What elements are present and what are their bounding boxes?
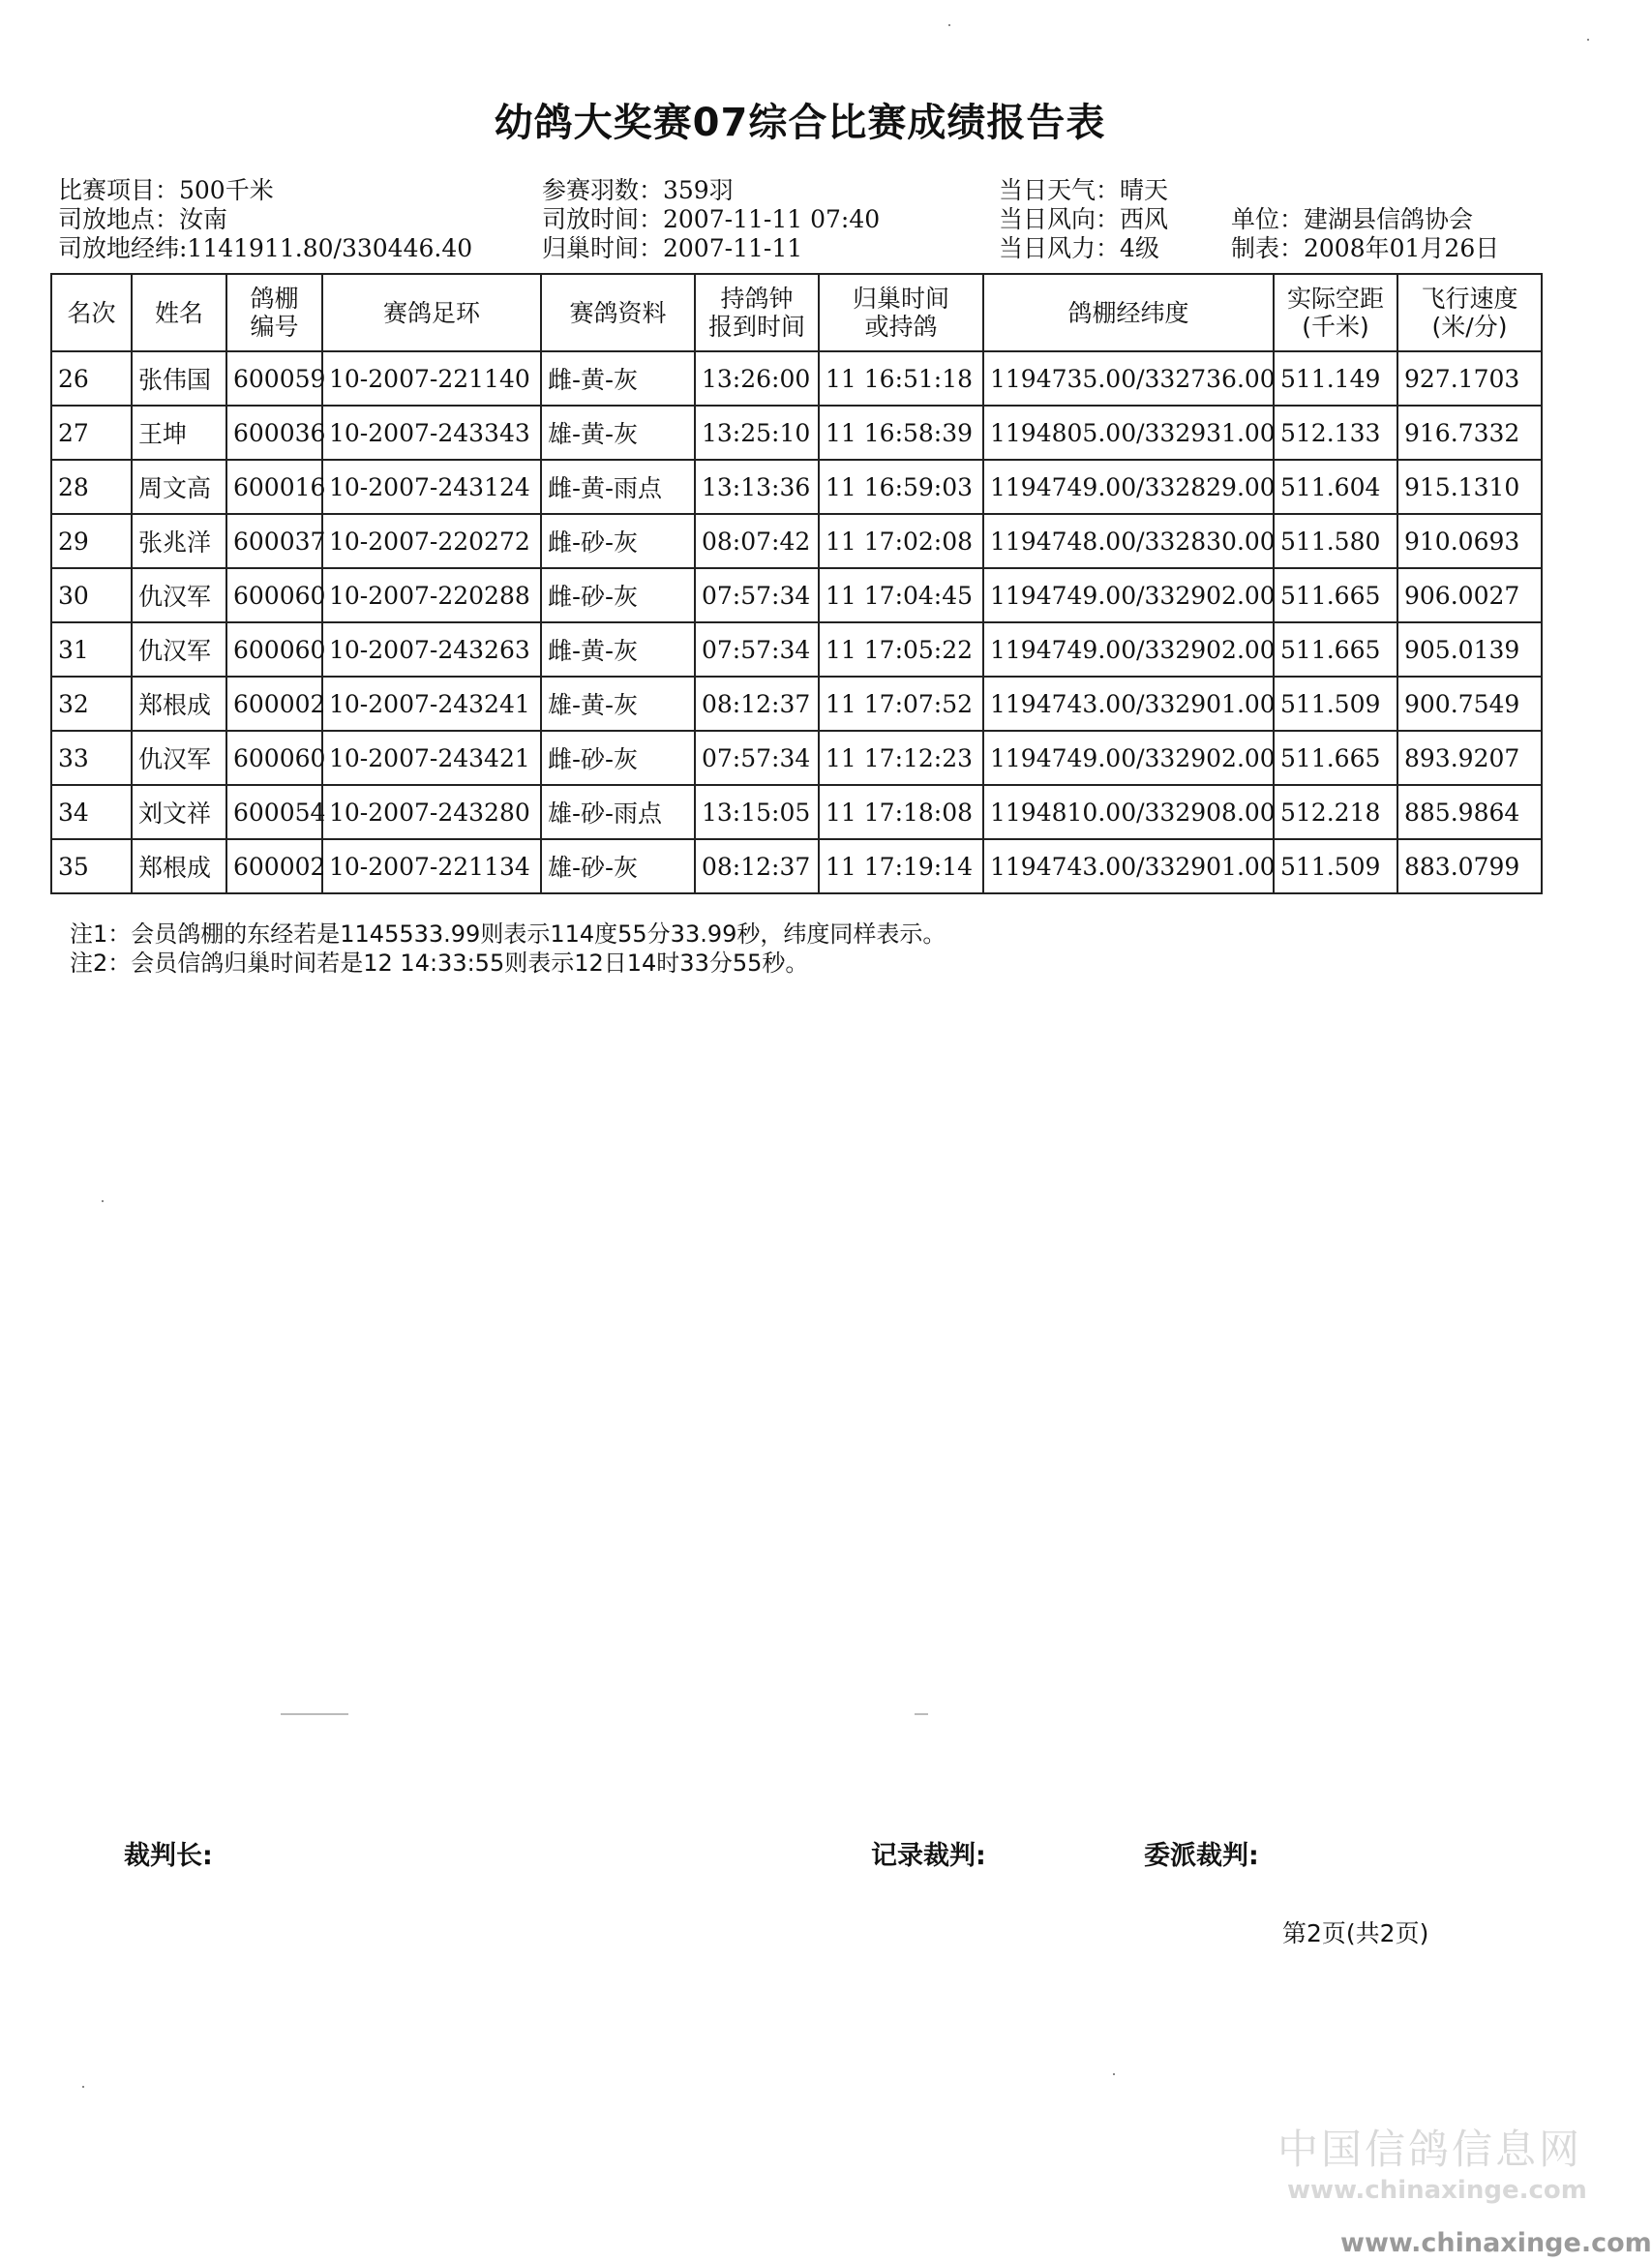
cell-rank: 35 bbox=[51, 839, 132, 893]
cell-rank: 32 bbox=[51, 677, 132, 731]
cell-ring: 10-2007-243124 bbox=[322, 460, 541, 514]
cell-rank: 28 bbox=[51, 460, 132, 514]
cell-loft-number: 600016 bbox=[226, 460, 322, 514]
page-number: 第2页(共2页) bbox=[1282, 1919, 1429, 1947]
cell-arrival: 11 16:58:39 bbox=[819, 406, 983, 460]
header-speed bbox=[1397, 274, 1542, 351]
header-clock-time-line1: 持鸽钟 bbox=[720, 285, 794, 313]
cell-name: 仇汉军 bbox=[132, 731, 226, 785]
scan-speck bbox=[1113, 2073, 1115, 2075]
cell-loft-coords: 1194743.00/332901.00 bbox=[983, 677, 1274, 731]
cell-name: 郑根成 bbox=[132, 677, 226, 731]
cell-pigeon-info: 雄-砂-灰 bbox=[541, 839, 695, 893]
cell-ring: 10-2007-243280 bbox=[322, 785, 541, 839]
scan-speck bbox=[82, 2086, 84, 2088]
header-distance bbox=[1274, 274, 1397, 351]
cell-pigeon-info: 雌-砂-灰 bbox=[541, 514, 695, 568]
cell-speed: 915.1310 bbox=[1397, 460, 1542, 514]
cell-clock-time: 08:07:42 bbox=[695, 514, 819, 568]
cell-ring: 10-2007-243343 bbox=[322, 406, 541, 460]
wind-direction-info: 当日风向：西风 bbox=[999, 205, 1169, 233]
header-clock-time-line2: 报到时间 bbox=[707, 313, 805, 341]
cell-distance: 511.665 bbox=[1274, 622, 1397, 677]
cell-pigeon-info: 雌-砂-灰 bbox=[541, 568, 695, 622]
cell-pigeon-info: 雌-砂-灰 bbox=[541, 731, 695, 785]
cell-loft-number: 600002 bbox=[226, 839, 322, 893]
cell-arrival: 11 17:19:14 bbox=[819, 839, 983, 893]
header-loft-number-line1: 鸽棚 bbox=[250, 285, 299, 313]
cell-distance: 512.133 bbox=[1274, 406, 1397, 460]
header-speed-line1: 飞行速度 bbox=[1421, 285, 1518, 313]
cell-ring: 10-2007-221140 bbox=[322, 351, 541, 406]
table-row bbox=[51, 839, 1542, 893]
table-row bbox=[51, 677, 1542, 731]
entries-info: 参赛羽数：359羽 bbox=[542, 176, 734, 204]
cell-rank: 33 bbox=[51, 731, 132, 785]
return-time-info: 归巢时间：2007-11-11 bbox=[542, 234, 803, 262]
cell-loft-number: 600036 bbox=[226, 406, 322, 460]
cell-loft-number: 600054 bbox=[226, 785, 322, 839]
cell-rank: 34 bbox=[51, 785, 132, 839]
scan-speck bbox=[1587, 39, 1589, 41]
cell-clock-time: 13:26:00 bbox=[695, 351, 819, 406]
header-rank: 名次 bbox=[51, 274, 132, 351]
cell-rank: 31 bbox=[51, 622, 132, 677]
cell-loft-coords: 1194749.00/332902.00 bbox=[983, 568, 1274, 622]
cell-speed: 916.7332 bbox=[1397, 406, 1542, 460]
header-loft-number bbox=[226, 274, 322, 351]
weather-info: 当日天气：晴天 bbox=[999, 176, 1169, 204]
cell-pigeon-info: 雄-砂-雨点 bbox=[541, 785, 695, 839]
note-1: 注1：会员鸽棚的东经若是1145533.99则表示114度55分33.99秒，纬度同样表示。 bbox=[70, 920, 946, 948]
report-title: 幼鸽大奖赛07综合比赛成绩报告表 bbox=[494, 101, 1106, 145]
watermark-url-bottom: www.chinaxinge.com bbox=[1340, 2228, 1652, 2258]
cell-loft-number: 600060 bbox=[226, 731, 322, 785]
cell-clock-time: 13:25:10 bbox=[695, 406, 819, 460]
cell-clock-time: 13:13:36 bbox=[695, 460, 819, 514]
header-distance-line2: (千米) bbox=[1302, 313, 1369, 341]
cell-clock-time: 07:57:34 bbox=[695, 568, 819, 622]
wind-force-info: 当日风力：4级 bbox=[999, 234, 1159, 262]
cell-loft-coords: 1194805.00/332931.00 bbox=[983, 406, 1274, 460]
table-row bbox=[51, 351, 1542, 406]
cell-arrival: 11 17:05:22 bbox=[819, 622, 983, 677]
cell-name: 张伟国 bbox=[132, 351, 226, 406]
cell-loft-coords: 1194743.00/332901.00 bbox=[983, 839, 1274, 893]
cell-clock-time: 08:12:37 bbox=[695, 839, 819, 893]
cell-loft-coords: 1194735.00/332736.00 bbox=[983, 351, 1274, 406]
cell-speed: 910.0693 bbox=[1397, 514, 1542, 568]
header-clock-time bbox=[695, 274, 819, 351]
cell-distance: 511.665 bbox=[1274, 731, 1397, 785]
event-info: 比赛项目：500千米 bbox=[58, 176, 274, 204]
header-name: 姓名 bbox=[132, 274, 226, 351]
cell-arrival: 11 16:51:18 bbox=[819, 351, 983, 406]
scan-speck bbox=[948, 24, 950, 26]
cell-loft-number: 600002 bbox=[226, 677, 322, 731]
cell-ring: 10-2007-243241 bbox=[322, 677, 541, 731]
cell-clock-time: 13:15:05 bbox=[695, 785, 819, 839]
header-loft-number-line2: 编号 bbox=[250, 313, 299, 341]
results-table bbox=[50, 273, 1543, 894]
scan-speck bbox=[915, 1713, 928, 1715]
cell-arrival: 11 17:18:08 bbox=[819, 785, 983, 839]
cell-arrival: 11 17:07:52 bbox=[819, 677, 983, 731]
cell-loft-number: 600060 bbox=[226, 568, 322, 622]
scan-speck bbox=[281, 1713, 348, 1715]
watermark-url: www.chinaxinge.com bbox=[1287, 2176, 1587, 2205]
cell-name: 张兆洋 bbox=[132, 514, 226, 568]
cell-clock-time: 07:57:34 bbox=[695, 731, 819, 785]
cell-loft-coords: 1194749.00/332902.00 bbox=[983, 622, 1274, 677]
table-row bbox=[51, 514, 1542, 568]
cell-pigeon-info: 雌-黄-灰 bbox=[541, 622, 695, 677]
made-date-info: 制表：2008年01月26日 bbox=[1231, 234, 1500, 262]
cell-arrival: 11 17:02:08 bbox=[819, 514, 983, 568]
header-pigeon-info: 赛鸽资料 bbox=[541, 274, 695, 351]
cell-loft-coords: 1194810.00/332908.00 bbox=[983, 785, 1274, 839]
cell-clock-time: 07:57:34 bbox=[695, 622, 819, 677]
cell-name: 刘文祥 bbox=[132, 785, 226, 839]
scan-speck bbox=[102, 1200, 104, 1202]
cell-arrival: 11 16:59:03 bbox=[819, 460, 983, 514]
cell-distance: 511.509 bbox=[1274, 677, 1397, 731]
cell-rank: 30 bbox=[51, 568, 132, 622]
chief-referee-label: 裁判长: bbox=[124, 1841, 213, 1871]
table-header-row bbox=[51, 274, 1542, 351]
cell-loft-coords: 1194749.00/332902.00 bbox=[983, 731, 1274, 785]
cell-speed: 900.7549 bbox=[1397, 677, 1542, 731]
assigned-referee-label: 委派裁判: bbox=[1144, 1841, 1259, 1871]
table-row bbox=[51, 731, 1542, 785]
cell-ring: 10-2007-220288 bbox=[322, 568, 541, 622]
header-speed-line2: (米/分) bbox=[1431, 313, 1508, 341]
cell-distance: 511.580 bbox=[1274, 514, 1397, 568]
cell-ring: 10-2007-243263 bbox=[322, 622, 541, 677]
cell-name: 王坤 bbox=[132, 406, 226, 460]
cell-clock-time: 08:12:37 bbox=[695, 677, 819, 731]
cell-loft-number: 600037 bbox=[226, 514, 322, 568]
header-distance-line1: 实际空距 bbox=[1286, 285, 1384, 313]
cell-speed: 893.9207 bbox=[1397, 731, 1542, 785]
cell-speed: 885.9864 bbox=[1397, 785, 1542, 839]
cell-loft-coords: 1194748.00/332830.00 bbox=[983, 514, 1274, 568]
cell-rank: 26 bbox=[51, 351, 132, 406]
unit-info: 单位：建湖县信鸽协会 bbox=[1231, 205, 1474, 233]
cell-pigeon-info: 雄-黄-灰 bbox=[541, 677, 695, 731]
cell-name: 周文高 bbox=[132, 460, 226, 514]
note-2: 注2：会员信鸽归巢时间若是12 14:33:55则表示12日14时33分55秒。 bbox=[70, 950, 809, 977]
cell-loft-coords: 1194749.00/332829.00 bbox=[983, 460, 1274, 514]
cell-distance: 511.509 bbox=[1274, 839, 1397, 893]
release-time-info: 司放时间：2007-11-11 07:40 bbox=[542, 205, 881, 233]
release-coords-info: 司放地经纬:1141911.80/330446.40 bbox=[58, 234, 473, 262]
cell-speed: 883.0799 bbox=[1397, 839, 1542, 893]
table-row bbox=[51, 568, 1542, 622]
release-place-info: 司放地点：汝南 bbox=[58, 205, 228, 233]
header-ring: 赛鸽足环 bbox=[322, 274, 541, 351]
results-body bbox=[51, 351, 1542, 893]
cell-loft-number: 600060 bbox=[226, 622, 322, 677]
cell-pigeon-info: 雄-黄-灰 bbox=[541, 406, 695, 460]
cell-name: 仇汉军 bbox=[132, 568, 226, 622]
table-row bbox=[51, 785, 1542, 839]
recorder-referee-label: 记录裁判: bbox=[871, 1841, 986, 1871]
cell-arrival: 11 17:04:45 bbox=[819, 568, 983, 622]
cell-name: 仇汉军 bbox=[132, 622, 226, 677]
cell-loft-number: 600059 bbox=[226, 351, 322, 406]
table-row bbox=[51, 406, 1542, 460]
cell-speed: 905.0139 bbox=[1397, 622, 1542, 677]
cell-ring: 10-2007-220272 bbox=[322, 514, 541, 568]
cell-distance: 511.149 bbox=[1274, 351, 1397, 406]
cell-ring: 10-2007-243421 bbox=[322, 731, 541, 785]
watermark-site-name: 中国信鸽信息网 bbox=[1277, 2126, 1583, 2173]
cell-distance: 511.604 bbox=[1274, 460, 1397, 514]
table-row bbox=[51, 460, 1542, 514]
cell-rank: 29 bbox=[51, 514, 132, 568]
cell-ring: 10-2007-221134 bbox=[322, 839, 541, 893]
cell-rank: 27 bbox=[51, 406, 132, 460]
header-arrival-line2: 或持鸽 bbox=[864, 313, 938, 341]
cell-speed: 927.1703 bbox=[1397, 351, 1542, 406]
cell-distance: 511.665 bbox=[1274, 568, 1397, 622]
header-arrival bbox=[819, 274, 983, 351]
cell-pigeon-info: 雌-黄-雨点 bbox=[541, 460, 695, 514]
cell-name: 郑根成 bbox=[132, 839, 226, 893]
cell-distance: 512.218 bbox=[1274, 785, 1397, 839]
cell-arrival: 11 17:12:23 bbox=[819, 731, 983, 785]
header-arrival-line1: 归巢时间 bbox=[852, 285, 949, 313]
cell-speed: 906.0027 bbox=[1397, 568, 1542, 622]
header-loft-coords: 鸽棚经纬度 bbox=[983, 274, 1274, 351]
table-row bbox=[51, 622, 1542, 677]
cell-pigeon-info: 雌-黄-灰 bbox=[541, 351, 695, 406]
